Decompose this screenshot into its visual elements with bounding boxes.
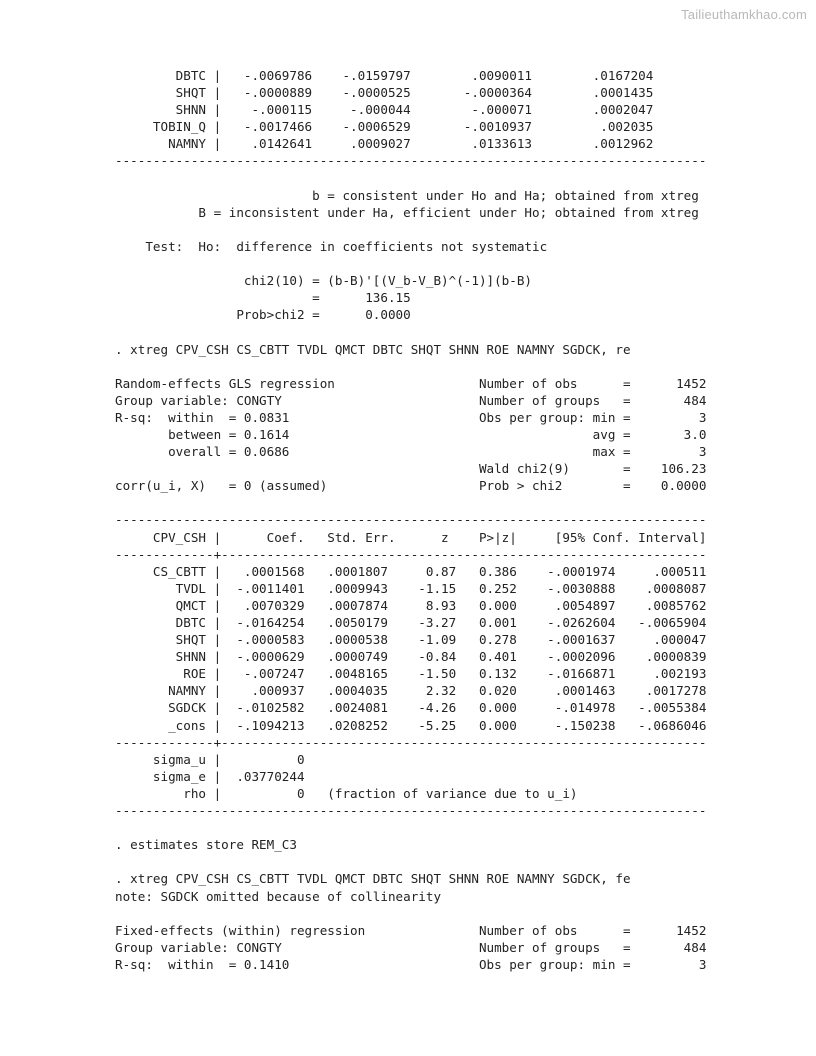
output-line: rho | 0 (fraction of variance due to u_i) — [115, 785, 578, 801]
output-line: DBTC | -.0069786 -.0159797 .0090011 .0167204 — [115, 68, 654, 83]
output-line: NAMNY | .000937 .0004035 2.32 0.020 .0001463 .0017278 — [115, 683, 707, 699]
output-line: _cons | -.1094213 .0208252 -5.25 0.000 -.150238 -.0686046 — [115, 717, 707, 733]
output-line — [115, 494, 706, 511]
output-line: . estimates store REM_C3 — [115, 837, 297, 853]
output-line: -------------+---------------------------------------------------------------- — [115, 734, 707, 750]
output-line: sigma_u | 0 — [115, 751, 305, 767]
output-line — [115, 905, 706, 922]
output-line: Fixed-effects (within) regression Number of obs = 1452 — [115, 922, 707, 938]
output-line — [115, 255, 706, 272]
output-line: Group variable: CONGTY Number of groups = 484 — [115, 939, 707, 955]
output-line: sigma_e | .03770244 — [115, 768, 305, 784]
output-line: TOBIN_Q | -.0017466 -.0006529 -.0010937 .002035 — [115, 119, 654, 135]
output-line: SHQT | -.0000889 -.0000525 -.0000364 .0001435 — [115, 85, 654, 101]
output-line — [115, 853, 706, 870]
output-line: ------------------------------------------------------------------------------ — [115, 803, 707, 819]
output-line: CPV_CSH | Coef. Std. Err. z P>|z| [95% Conf. Interval] — [115, 529, 707, 545]
output-line: NAMNY | .0142641 .0009027 .0133613 .0012962 — [115, 136, 654, 152]
output-line: . xtreg CPV_CSH CS_CBTT TVDL QMCT DBTC SHQT SHNN ROE NAMNY SGDCK, re — [115, 341, 631, 357]
output-line: QMCT | .0070329 .0007874 8.93 0.000 .0054897 .0085762 — [115, 597, 707, 613]
output-line: R-sq: within = 0.1410 Obs per group: min = 3 — [115, 956, 707, 972]
output-line: = 136.15 — [115, 290, 411, 306]
output-line: ------------------------------------------------------------------------------ — [115, 512, 707, 528]
output-line: ROE | -.007247 .0048165 -1.50 0.132 -.0166871 .002193 — [115, 666, 707, 682]
output-line: Test: Ho: difference in coefficients not systematic — [115, 238, 548, 254]
output-line: corr(u_i, X) = 0 (assumed) Prob > chi2 = 0.0000 — [115, 478, 707, 494]
output-line: DBTC | -.0164254 .0050179 -3.27 0.001 -.0262604 -.0065904 — [115, 615, 707, 630]
output-line: TVDL | -.0011401 .0009943 -1.15 0.252 -.0030888 .0008087 — [115, 580, 707, 596]
stata-output — [115, 67, 706, 973]
output-line: R-sq: within = 0.0831 Obs per group: min = 3 — [115, 409, 707, 425]
output-line: Random-effects GLS regression Number of obs = 1452 — [115, 375, 707, 391]
output-line: B = inconsistent under Ha, efficient under Ho; obtained from xtreg — [115, 204, 699, 220]
output-line: Prob>chi2 = 0.0000 — [115, 307, 411, 323]
output-line: . xtreg CPV_CSH CS_CBTT TVDL QMCT DBTC SHQT SHNN ROE NAMNY SGDCK, fe — [115, 871, 631, 887]
output-line: Group variable: CONGTY Number of groups = 484 — [115, 392, 707, 408]
output-line: note: SGDCK omitted because of collinearity — [115, 888, 442, 904]
output-line — [115, 170, 706, 187]
output-line — [115, 819, 706, 836]
output-line: SHNN | -.000115 -.000044 -.000071 .0002047 — [115, 102, 654, 118]
output-line: -------------+---------------------------------------------------------------- — [115, 546, 707, 562]
output-line: SGDCK | -.0102582 .0024081 -4.26 0.000 -.014978 -.0055384 — [115, 700, 707, 716]
output-line — [115, 221, 706, 238]
output-line: Wald chi2(9) = 106.23 — [115, 461, 707, 477]
output-line: SHQT | -.0000583 .0000538 -1.09 0.278 -.0001637 .000047 — [115, 632, 707, 648]
output-line: b = consistent under Ho and Ha; obtained from xtreg — [115, 187, 699, 203]
output-line: ------------------------------------------------------------------------------ — [115, 153, 707, 169]
output-line: overall = 0.0686 max = 3 — [115, 444, 707, 460]
output-line — [115, 358, 706, 375]
output-line: CS_CBTT | .0001568 .0001807 0.87 0.386 -.0001974 .000511 — [115, 563, 707, 579]
output-line: chi2(10) = (b-B)'[(V_b-V_B)^(-1)](b-B) — [115, 273, 533, 289]
watermark: Tailieuthamkhao.com — [681, 7, 807, 22]
output-line: between = 0.1614 avg = 3.0 — [115, 426, 707, 442]
output-line: SHNN | -.0000629 .0000749 -0.84 0.401 -.0002096 .0000839 — [115, 649, 707, 665]
output-line — [115, 323, 706, 340]
